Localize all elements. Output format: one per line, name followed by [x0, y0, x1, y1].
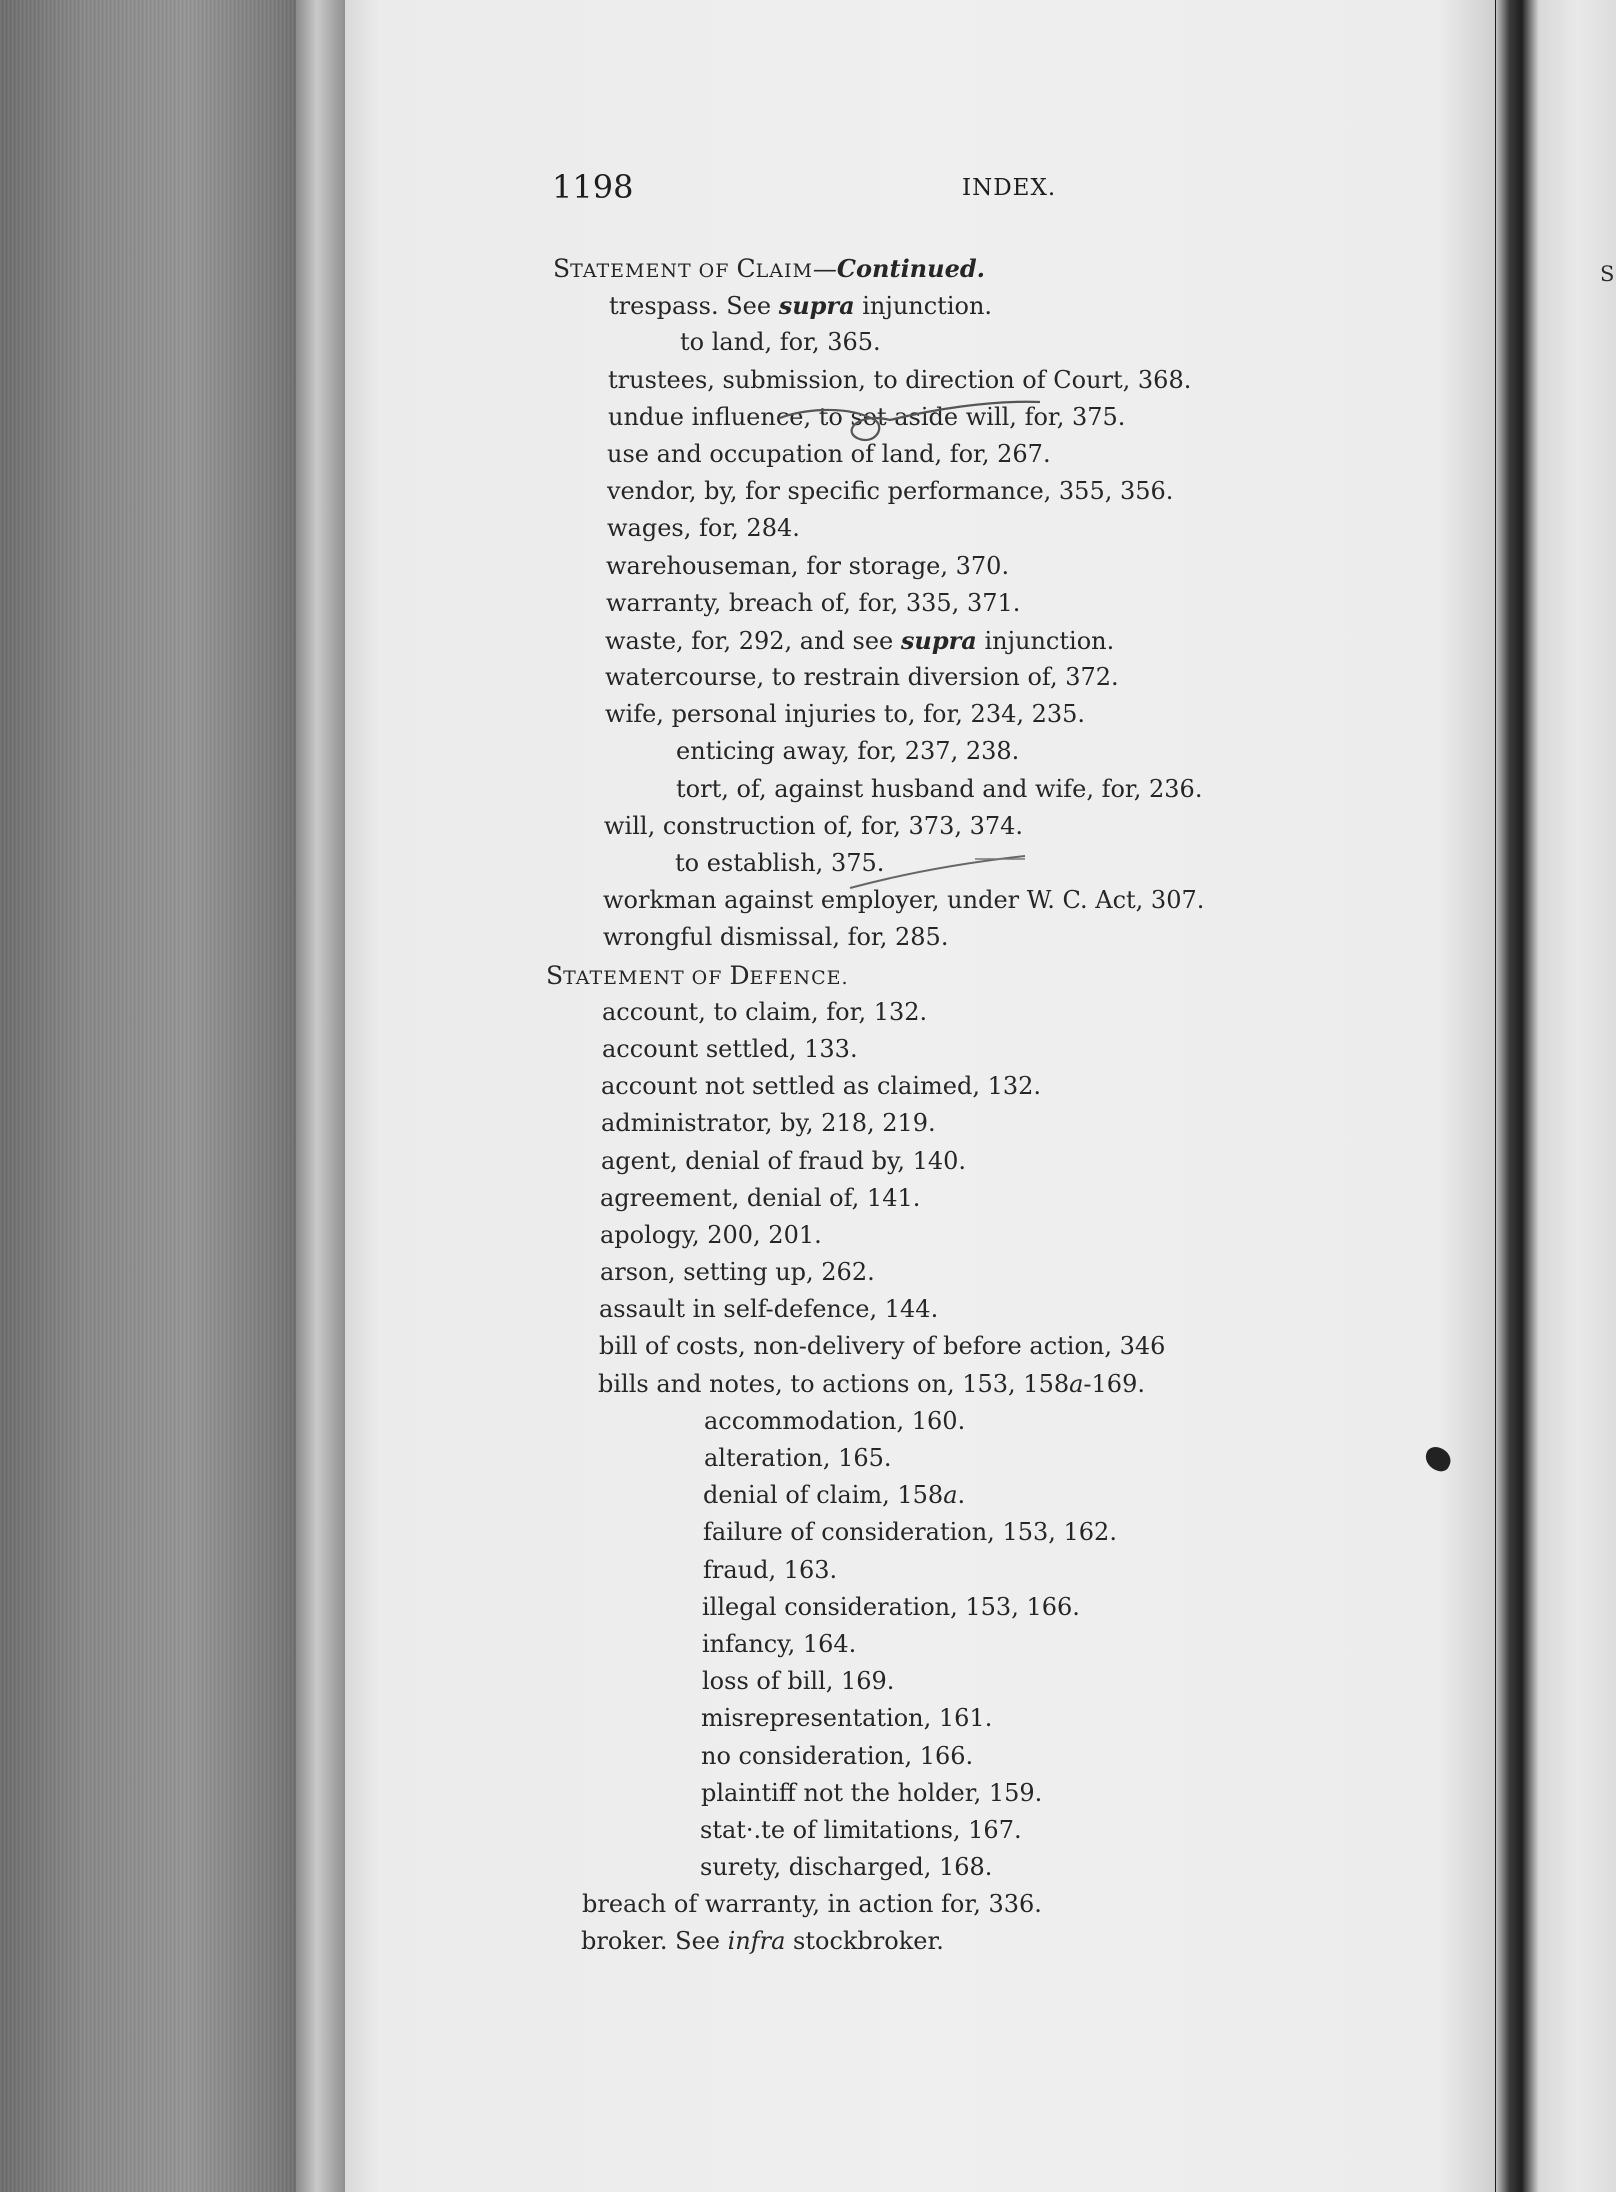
- entry-text-segment: enticing away, for, 237, 238.: [676, 737, 1020, 766]
- index-entry: [345, 919, 1495, 956]
- index-entry: [345, 1923, 1495, 1960]
- entry-text-segment: failure of consideration, 153, 162.: [703, 1518, 1117, 1547]
- entry-text-segment: surety, discharged, 168.: [700, 1853, 993, 1882]
- entry-text-segment: watercourse, to restrain diversion of, 372.: [605, 663, 1119, 692]
- entry-text-segment: S: [546, 960, 564, 990]
- index-entry: [345, 659, 1495, 696]
- index-entry: [345, 510, 1495, 547]
- index-entry: [345, 473, 1495, 510]
- index-entry: [345, 1143, 1495, 1180]
- entry-text-segment: to establish, 375.: [675, 849, 885, 877]
- page-header: [345, 168, 1495, 208]
- entry-text-segment: account settled, 133.: [602, 1034, 858, 1063]
- entry-text-segment: apology, 200, 201.: [600, 1220, 822, 1249]
- page-number: 1198: [552, 168, 634, 206]
- entry-text-segment: TATEMENT OF: [563, 966, 730, 989]
- index-page: [345, 0, 1495, 2192]
- entry-text-segment: tort, of, against husband and wife, for, 236.: [676, 774, 1203, 803]
- index-entry: [345, 1031, 1495, 1068]
- entry-text-segment: alteration, 165.: [704, 1444, 892, 1472]
- entry-text-segment: bills and notes, to actions on, 153, 158: [598, 1369, 1070, 1398]
- index-entry: [345, 1552, 1495, 1589]
- entry-text-segment: workman against employer, under W. C. Act, 307.: [603, 886, 1205, 915]
- index-entry: [345, 994, 1495, 1031]
- index-entry: [345, 1477, 1495, 1514]
- book-fore-edge: [0, 0, 345, 2192]
- entry-text-segment: a: [1069, 1369, 1084, 1398]
- entry-text-segment: administrator, by, 218, 219.: [601, 1109, 936, 1138]
- index-heading: [345, 957, 1495, 994]
- index-entry: [345, 287, 1495, 324]
- entry-text-segment: misrepresentation, 161.: [701, 1704, 993, 1733]
- entry-text-segment: broker. See: [581, 1927, 728, 1956]
- index-entries: [345, 250, 1495, 1961]
- index-entry: [345, 1700, 1495, 1737]
- entry-text-segment: to land, for, 365.: [680, 328, 881, 357]
- index-entry: [345, 1440, 1495, 1477]
- entry-text-segment: will, construction of, for, 373, 374.: [604, 811, 1024, 840]
- entry-text-segment: trespass. See: [609, 292, 779, 321]
- entry-text-segment: supra: [778, 291, 855, 321]
- running-head: INDEX.: [962, 175, 1057, 201]
- entry-text-segment: stockbroker.: [785, 1927, 944, 1956]
- entry-text-segment: denial of claim, 158: [703, 1481, 944, 1510]
- index-entry: [345, 1626, 1495, 1663]
- entry-text-segment: C: [736, 254, 756, 283]
- entry-text-segment: breach of warranty, in action for, 336.: [582, 1890, 1042, 1919]
- entry-text-segment: accommodation, 160.: [704, 1406, 966, 1435]
- entry-text-segment: infancy, 164.: [702, 1629, 857, 1658]
- entry-text-segment: -169.: [1083, 1369, 1145, 1398]
- entry-text-segment: wrongful dismissal, for, 285.: [603, 923, 949, 952]
- index-entry: [345, 1403, 1495, 1440]
- index-heading: [345, 250, 1495, 287]
- index-entry: [345, 1514, 1495, 1551]
- index-entry: [345, 585, 1495, 622]
- entry-text-segment: wife, personal injuries to, for, 234, 235.: [605, 700, 1086, 729]
- entry-text-segment: trustees, submission, to direction of Court, 368.: [608, 365, 1192, 394]
- entry-text-segment: —: [812, 255, 837, 283]
- index-entry: [345, 1812, 1495, 1849]
- index-entry: [345, 1217, 1495, 1254]
- entry-text-segment: account, to claim, for, 132.: [602, 997, 928, 1026]
- entry-text-segment: vendor, by, for specific performance, 355, 356.: [607, 477, 1174, 506]
- index-entry: [345, 548, 1495, 585]
- entry-text-segment: assault in self-defence, 144.: [599, 1295, 939, 1324]
- entry-text-segment: agreement, denial of, 141.: [600, 1183, 921, 1212]
- index-entry: [345, 1775, 1495, 1812]
- index-entry: [345, 696, 1495, 733]
- entry-text-segment: supra: [900, 625, 977, 655]
- index-entry: [345, 1105, 1495, 1142]
- entry-text-segment: use and occupation of land, for, 267.: [607, 439, 1051, 468]
- facing-page: [1522, 0, 1616, 2192]
- entry-text-segment: LAIM: [755, 260, 813, 282]
- entry-text-segment: undue influence, to set aside will, for, 375.: [608, 402, 1126, 431]
- entry-text-segment: EFENCE.: [749, 966, 849, 989]
- facing-page-letter: S: [1600, 262, 1615, 286]
- entry-text-segment: arson, setting up, 262.: [600, 1258, 875, 1287]
- index-entry: [345, 808, 1495, 845]
- index-entry: [345, 436, 1495, 473]
- index-entry: [345, 1886, 1495, 1923]
- entry-text-segment: injunction.: [976, 626, 1115, 655]
- book-page-edge-highlight: [296, 0, 348, 2192]
- entry-text-segment: no consideration, 166.: [701, 1741, 974, 1770]
- entry-text-segment: D: [729, 960, 750, 990]
- index-entry: [345, 1849, 1495, 1886]
- index-entry: [345, 1366, 1495, 1403]
- entry-text-segment: agent, denial of fraud by, 140.: [601, 1146, 967, 1175]
- entry-text-segment: stat·.te of limitations, 167.: [700, 1815, 1022, 1844]
- entry-text-segment: plaintiff not the holder, 159.: [701, 1778, 1043, 1807]
- entry-text-segment: a: [943, 1481, 958, 1510]
- entry-text-segment: TATEMENT OF: [570, 260, 737, 282]
- index-entry: [345, 845, 1495, 882]
- index-entry: [345, 362, 1495, 399]
- entry-text-segment: wages, for, 284.: [607, 514, 800, 543]
- entry-text-segment: waste, for, 292, and see: [605, 626, 901, 655]
- index-entry: [345, 1738, 1495, 1775]
- entry-text-segment: warehouseman, for storage, 370.: [606, 551, 1010, 580]
- entry-text-segment: bill of costs, non-delivery of before action, 346: [599, 1332, 1166, 1361]
- index-entry: [345, 1068, 1495, 1105]
- entry-text-segment: S: [553, 254, 571, 283]
- index-entry: [345, 1328, 1495, 1365]
- index-entry: [345, 771, 1495, 808]
- entry-text-segment: account not settled as claimed, 132.: [601, 1072, 1042, 1101]
- entry-text-segment: fraud, 163.: [703, 1555, 838, 1584]
- index-entry: [345, 324, 1495, 361]
- index-entry: [345, 1291, 1495, 1328]
- entry-text-segment: injunction.: [854, 292, 993, 321]
- entry-text-segment: loss of bill, 169.: [702, 1667, 895, 1696]
- entry-text-segment: infra: [727, 1927, 786, 1956]
- entry-text-segment: warranty, breach of, for, 335, 371.: [606, 588, 1021, 617]
- entry-text-segment: .: [957, 1481, 966, 1510]
- index-entry: [345, 1663, 1495, 1700]
- index-entry: [345, 733, 1495, 770]
- index-entry: [345, 1589, 1495, 1626]
- index-entry: [345, 399, 1495, 436]
- index-entry: [345, 1180, 1495, 1217]
- index-entry: [345, 1254, 1495, 1291]
- index-entry: [345, 882, 1495, 919]
- index-entry: [345, 622, 1495, 659]
- entry-text-segment: illegal consideration, 153, 166.: [702, 1592, 1080, 1621]
- entry-text-segment: Continued.: [836, 254, 985, 283]
